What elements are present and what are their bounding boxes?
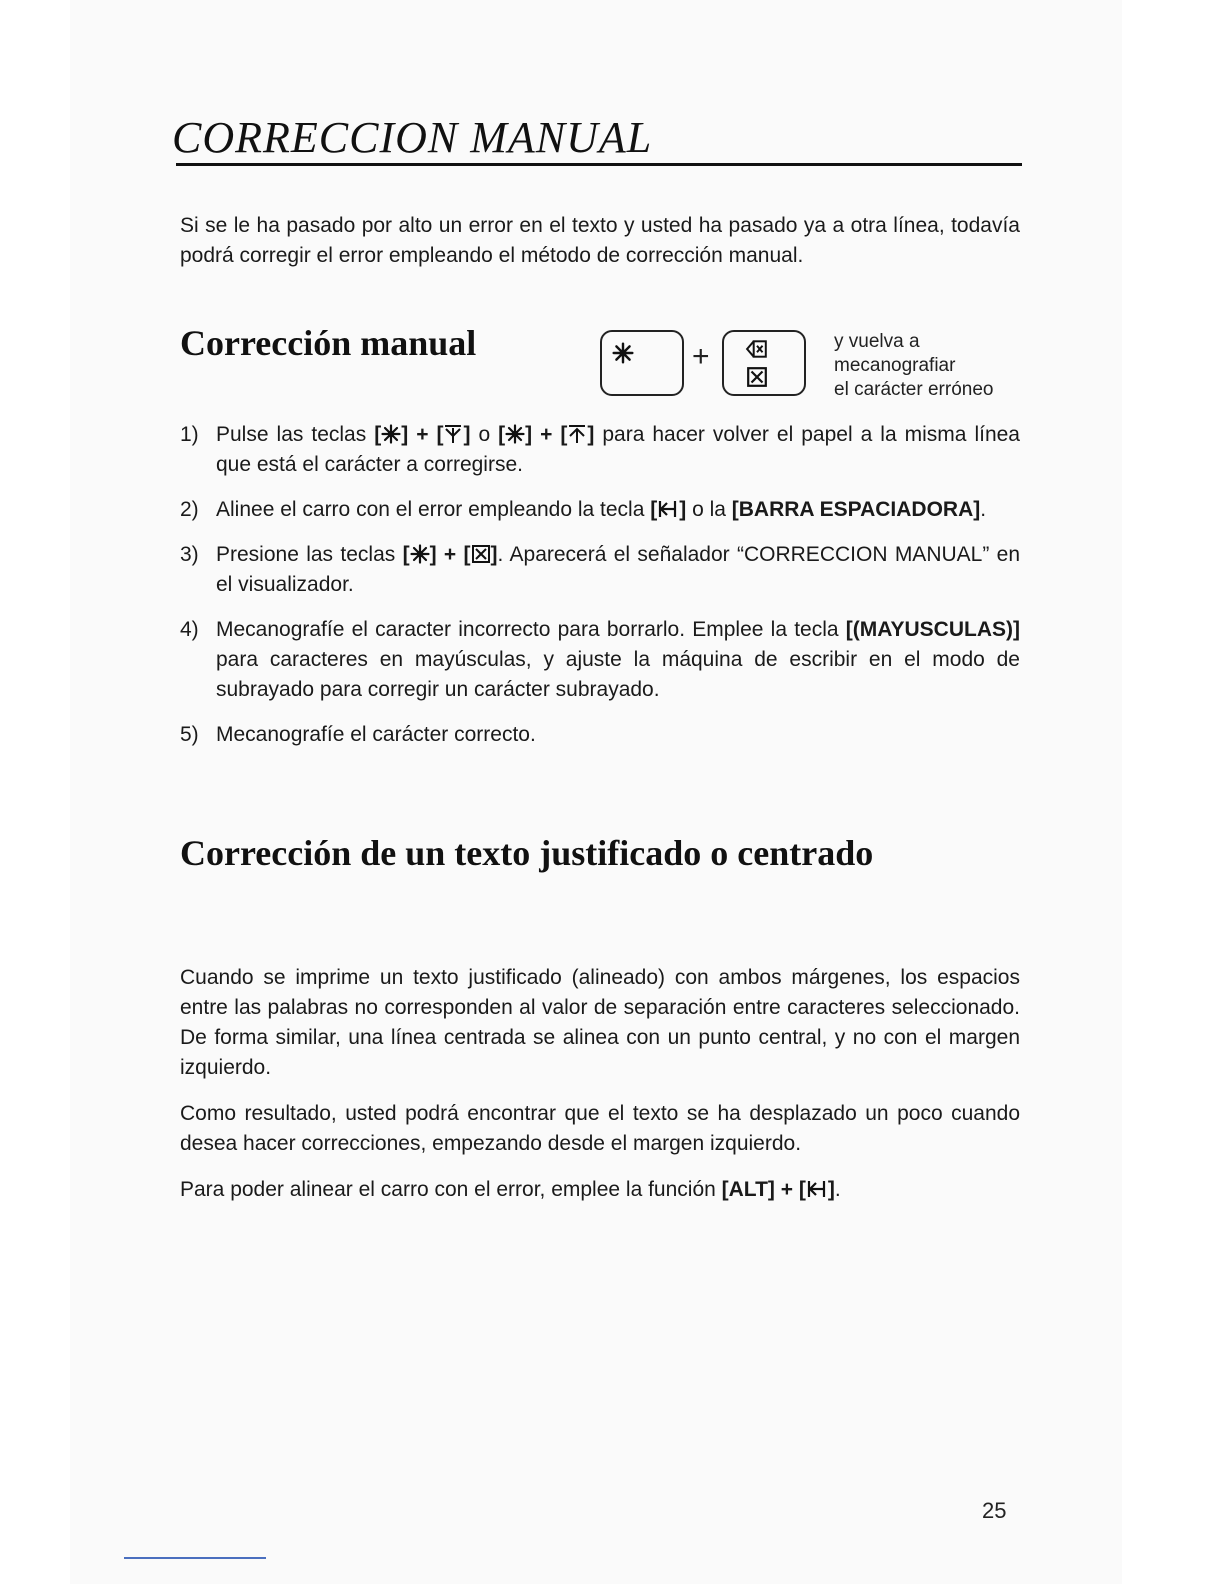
step-number: 1) xyxy=(180,423,199,446)
page-title: CORRECCION MANUAL xyxy=(172,113,653,162)
step-text: Pulse las teclas [ ] + [ ] o [ ] + [ ] para hacer volver el papel a la misma línea que está el carácter a corregirse. xyxy=(216,423,1020,476)
key-caption-line-3: el carácter erróneo xyxy=(834,379,994,400)
justified-paragraph-1: Cuando se imprime un texto justificado (alineado) con ambos márgenes, los espacios entre las palabras no corresponden al valor de separación entre caracteres seleccionado. De forma similar, una línea centrada se alinea con un punto central, y no con el margen izquierdo. xyxy=(180,966,1020,1079)
step-text: Presione las teclas [ ] + [ ]. Aparecerá el señalador “CORRECCION MANUAL” en el visualizador. xyxy=(216,543,1021,596)
list-item xyxy=(180,720,1020,750)
list-item xyxy=(180,495,1020,525)
backspace-icon xyxy=(744,338,770,360)
correction-key xyxy=(722,330,806,396)
step-number: 3) xyxy=(180,543,199,566)
paper-up-icon xyxy=(567,424,587,444)
key-combination-diagram xyxy=(598,326,838,402)
list-item xyxy=(180,540,1020,600)
section-heading-justified-text: Corrección de un texto justificado o centrado xyxy=(180,833,874,873)
step-number: 2) xyxy=(180,498,199,521)
code-icon xyxy=(505,424,525,444)
list-item xyxy=(180,615,1020,705)
list-item xyxy=(180,420,1020,480)
steps-list xyxy=(180,420,1020,765)
plus-sign: + xyxy=(692,340,710,373)
step-number: 5) xyxy=(180,723,199,746)
paper-down-icon xyxy=(443,424,463,444)
section-heading-manual-correction: Corrección manual xyxy=(180,323,477,363)
justified-paragraph-2: Como resultado, usted podrá encontrar que el texto se ha desplazado un poco cuando desea hacer correcciones, empezando desde el margen izquierdo. xyxy=(180,1102,1020,1155)
footer-line xyxy=(124,1557,266,1559)
key-caption-line-1: y vuelva a xyxy=(834,331,920,352)
x-box-icon xyxy=(471,544,491,564)
step-text: Mecanografíe el carácter correcto. xyxy=(216,723,536,746)
intro-paragraph: Si se le ha pasado por alto un error en el texto y usted ha pasado ya a otra línea, todavía podrá corregir el error empleando el método de corrección manual. xyxy=(180,214,1020,267)
x-box-icon xyxy=(746,366,768,388)
code-key xyxy=(600,330,684,396)
key-caption-line-2: mecanografiar xyxy=(834,355,956,376)
page-number: 25 xyxy=(982,1498,1007,1523)
margin-release-icon xyxy=(806,1179,828,1199)
key-caption xyxy=(834,330,1034,402)
step-text: Mecanografíe el caracter incorrecto para borrarlo. Emplee la tecla [(MAYUSCULAS)] para caracteres en mayúsculas, y ajuste la máquina de escribir en el modo de subrayado para corregir un carácter subrayado. xyxy=(216,618,1020,701)
step-number: 4) xyxy=(180,618,199,641)
code-icon xyxy=(612,342,634,364)
title-underline xyxy=(176,163,1022,166)
margin-release-icon xyxy=(657,499,679,519)
code-icon xyxy=(381,424,401,444)
code-icon xyxy=(410,544,430,564)
justified-paragraph-3: Para poder alinear el carro con el error, emplee la función [ALT] + [ ]. xyxy=(180,1178,841,1201)
step-text: Alinee el carro con el error empleando la tecla [ ] o la [BARRA ESPACIADORA]. xyxy=(216,498,987,521)
